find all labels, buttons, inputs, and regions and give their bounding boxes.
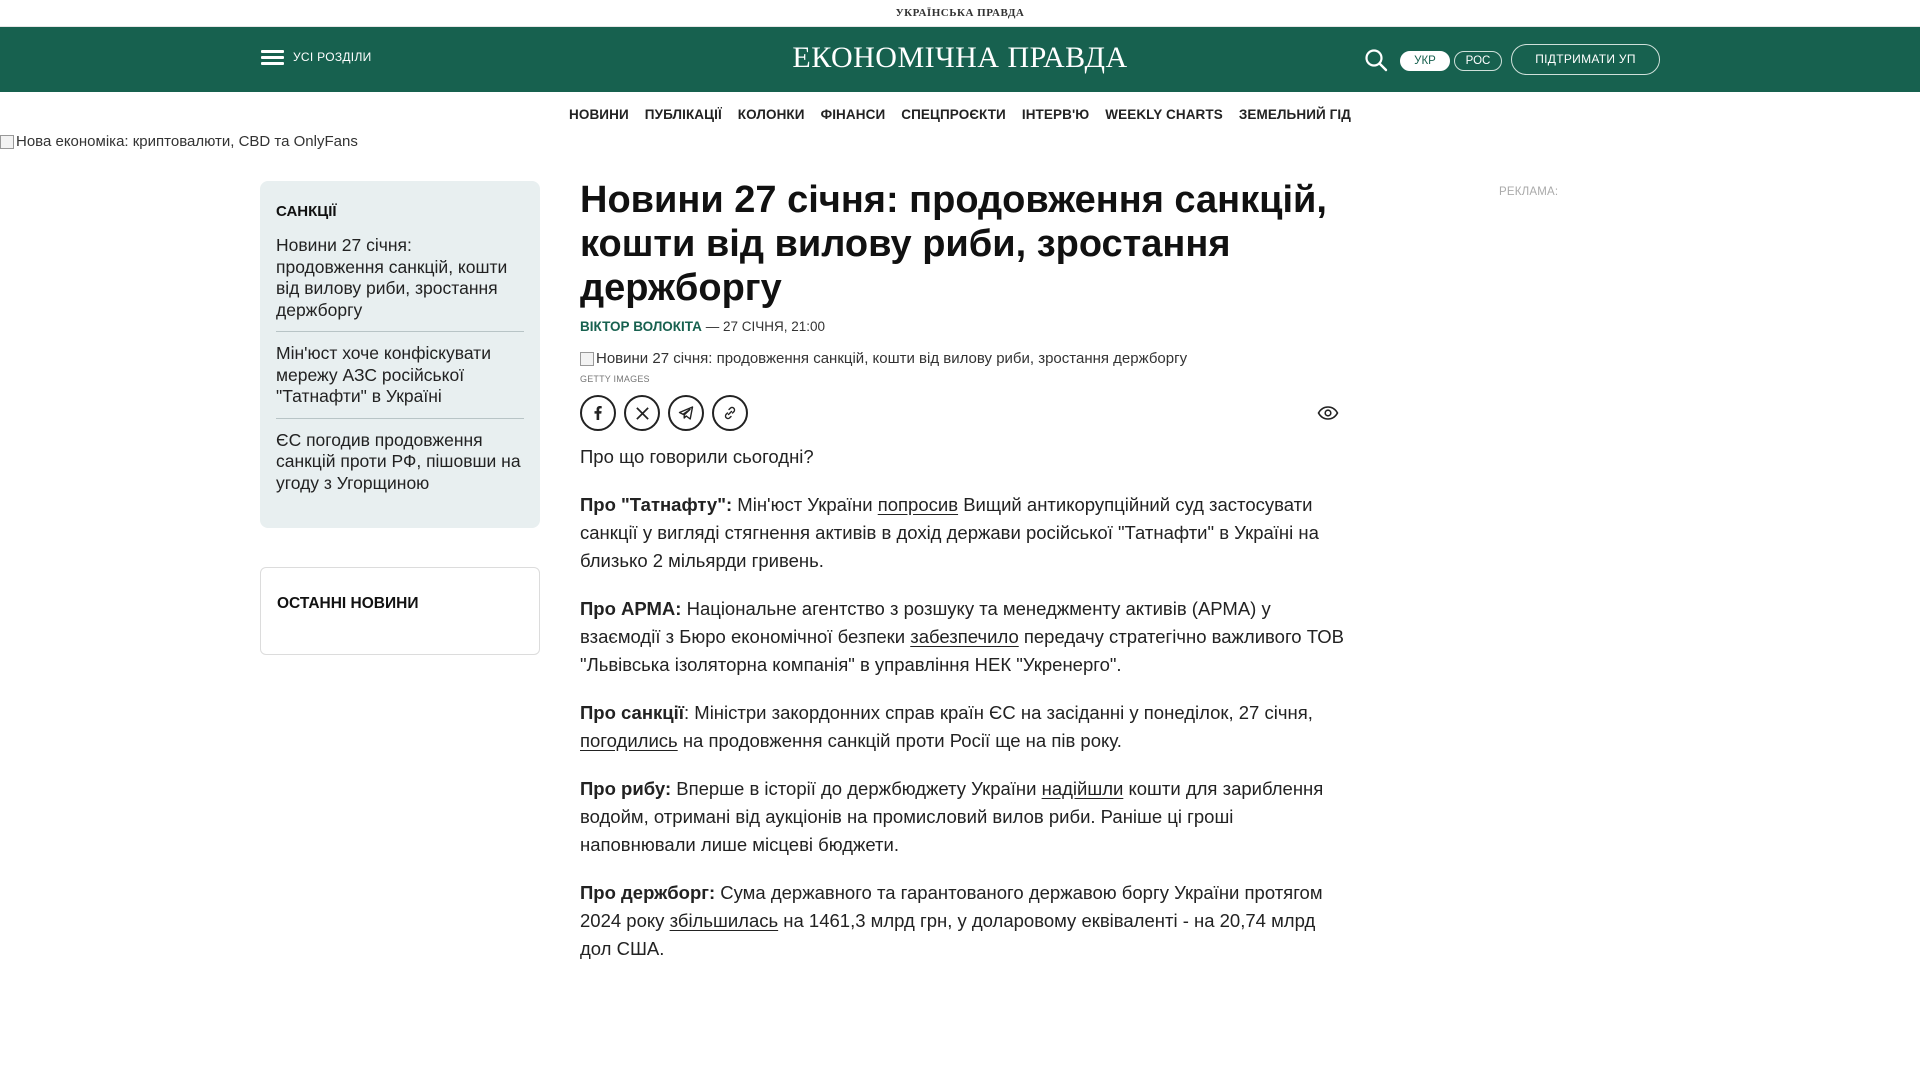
latest-news-title: ОСТАННІ НОВИНИ [277,595,419,612]
article-main-image [580,350,1345,367]
telegram-share-button[interactable] [668,395,704,431]
article-paragraph: Про рибу: Вперше в історії до держбюджету України надійшли кошти для зариблення водойм, отримані від аукціонів на промисловий вилов риби. Раніше ці гроші наповнювали лише місцеві бюджети. [580,778,1324,855]
source-link[interactable]: надійшли [1041,778,1124,799]
lang-ukr-button[interactable]: УКР [1400,51,1450,71]
related-item[interactable]: Новини 27 січня: продовження санкцій, кошти від вилову риби, зростання держборгу [276,235,524,332]
source-link[interactable]: збільшилась [669,910,779,931]
publish-date: — 27 СІЧНЯ, 21:00 [705,319,826,334]
telegram-icon [678,405,694,421]
main-image-alt: Новини 27 січня: продовження санкцій, кошти від вилову риби, зростання держборгу [596,350,1188,367]
up-logo[interactable]: УКРАЇНСЬКА ПРАВДА [895,7,1025,19]
nav-item-special-projects[interactable]: СПЕЦПРОЄКТИ [901,106,1006,122]
article-title: Новини 27 січня: продовження санкцій, кошти від вилову риби, зростання держборгу [580,179,1327,309]
site-header [0,27,1920,92]
related-box-title[interactable]: САНКЦІЇ [276,203,337,220]
related-item[interactable]: Мін'юст хоче конфіскувати мережу АЗС російської "Татнафти" в Україні [276,343,524,419]
article-paragraph: Про санкції: Міністри закордонних справ країн ЄС на засіданні у понеділок, 27 січня, погодились на продовження санкцій проти Росії ще на пів року. [580,702,1313,751]
all-sections-label: УСІ РОЗДІЛИ [293,50,372,64]
site-logo[interactable]: ЕКОНОМІЧНА ПРАВДА [792,41,1128,74]
promo-banner[interactable] [0,133,358,150]
related-sanctions-box [260,181,540,528]
nav-item-land-guide[interactable]: ЗЕМЕЛЬНИЙ ГІД [1238,106,1351,122]
source-link[interactable]: погодились [580,730,678,751]
search-icon[interactable] [1364,48,1388,72]
facebook-icon [590,405,606,421]
ad-label: РЕКЛАМА: [1499,186,1559,198]
article-paragraph: Про "Татнафту": Мін'юст України попросив Вищий антикорупційний суд застосувати санкції у вигляді стягнення активів в дохід держави російської "Татнафти" в Україні на близько 2 мільярди гривень. [580,494,1319,571]
nav-item-publications[interactable]: ПУБЛІКАЦІЇ [644,106,722,122]
support-button[interactable]: ПІДТРИМАТИ УП [1511,44,1660,75]
source-link[interactable]: попросив [877,494,959,515]
article [580,178,1345,983]
main-nav [0,92,1920,136]
latest-news-box [260,567,540,655]
source-link[interactable]: забезпечило [910,626,1019,647]
article-body [580,443,1345,963]
x-icon [635,406,650,421]
nav-item-interviews[interactable]: ІНТЕРВ'Ю [1021,106,1090,122]
related-item[interactable]: ЄС погодив продовження санкцій проти РФ, пішовши на угоду з Угорщиною [276,429,521,493]
nav-item-columns[interactable]: КОЛОНКИ [737,106,805,122]
facebook-share-button[interactable] [580,395,616,431]
x-share-button[interactable] [624,395,660,431]
link-icon [722,405,738,421]
nav-item-news[interactable]: НОВИНИ [569,106,629,122]
nav-item-finance[interactable]: ФІНАНСИ [820,106,886,122]
share-bar [580,395,1345,431]
nav-item-weekly-charts[interactable]: WEEKLY CHARTS [1105,106,1223,122]
article-paragraph: Про АРМА: Національне агентство з розшуку та менеджменту активів (АРМА) у взаємодії з Бюро економічної безпеки забезпечило передачу стратегічно важливого ТОВ "Львівська ізоляторна компанія" в управління НЕК "Укренерго". [580,598,1344,675]
image-credit: GETTY IMAGES [580,374,650,384]
copy-link-button[interactable] [712,395,748,431]
broken-image-icon [580,352,594,366]
top-bar [0,0,1920,27]
article-paragraph: Про держборг: Сума державного та гарантованого державою боргу України протягом 2024 року збільшилась на 1461,3 млрд грн, у доларовому еквіваленті - на 20,74 млрд дол США. [580,882,1323,959]
promo-banner-alt: Нова економіка: криптовалюти, CBD та OnlyFans [16,133,358,150]
article-intro: Про що говорили сьогодні? [580,446,814,467]
byline [580,319,1345,334]
lang-ros-button[interactable]: РОС [1454,51,1502,71]
author-link[interactable]: ВІКТОР ВОЛОКІТА [580,319,702,334]
views-eye-icon [1317,403,1339,423]
broken-image-icon [0,135,14,149]
